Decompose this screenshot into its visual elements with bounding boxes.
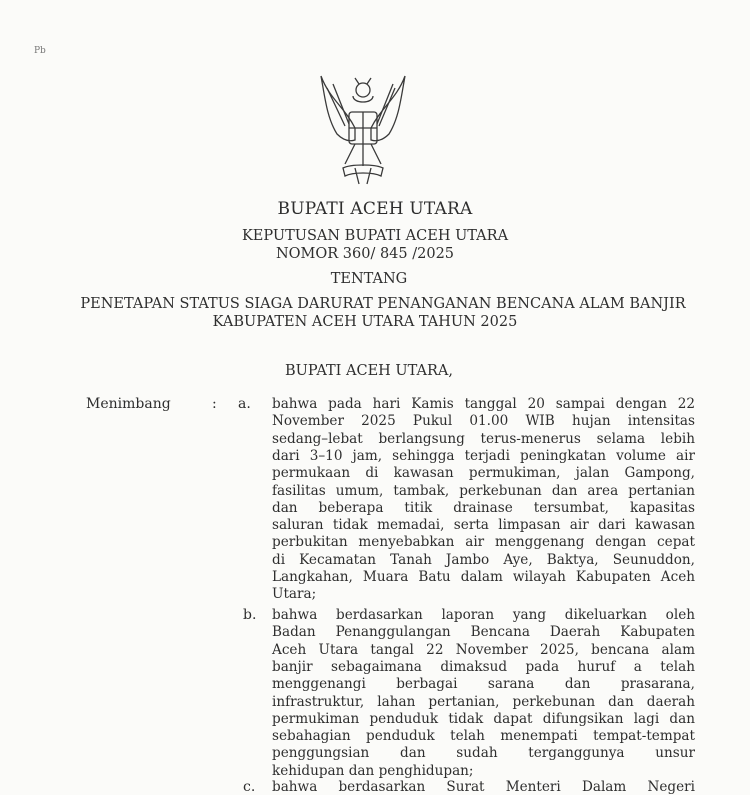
- item-text-line: November 2025 Pukul 01.00 WIB hujan intensitas: [272, 413, 695, 430]
- item-text-line: Utara;: [272, 586, 317, 603]
- item-text-line: bahwa berdasarkan Surat Menteri Dalam Negeri: [272, 779, 695, 795]
- item-text-line: Badan Penanggulangan Bencana Daerah Kabupaten: [272, 624, 695, 641]
- considering-label: Menimbang: [86, 396, 171, 412]
- item-text-line: perbukitan menyebabkan air menggenang dengan cepat: [272, 534, 695, 551]
- issuer-heading: BUPATI ACEH UTARA,: [285, 363, 453, 379]
- item-marker: a.: [238, 396, 251, 412]
- about-heading: TENTANG: [330, 271, 408, 287]
- subject-line-2: KABUPATEN ACEH UTARA TAHUN 2025: [212, 314, 518, 330]
- item-text-line: dari 3–10 jam, sehingga terjadi peningkatan volume air: [272, 447, 695, 464]
- decree-number: NOMOR 360/ 845 /2025: [275, 246, 455, 262]
- item-text-line: sebahagian penduduk telah menempati tempat-tempat: [272, 728, 695, 745]
- item-text-line: permukiman penduduk tidak dapat difungsikan lagi dan: [272, 710, 695, 727]
- corner-handwritten-mark: Pb: [34, 46, 46, 56]
- item-text-line: Langkahan, Muara Batu dalam wilayah Kabupaten Aceh: [272, 569, 695, 585]
- item-text-line: kehidupan dan penghidupan;: [272, 762, 474, 779]
- item-text-line: menggenangi berbagai sarana dan prasarana,: [272, 676, 695, 693]
- official-title: BUPATI ACEH UTARA: [277, 199, 473, 219]
- item-text-line: dan beberapa titik drainase tersumbat, kapasitas: [272, 499, 695, 516]
- decree-title: KEPUTUSAN BUPATI ACEH UTARA: [241, 228, 509, 244]
- item-text-line: di Kecamatan Tanah Jambo Aye, Baktya, Seunuddon,: [272, 551, 695, 568]
- item-text-line: Aceh Utara tangal 22 November 2025, bencana alam: [272, 641, 695, 658]
- considering-colon: :: [212, 396, 217, 412]
- item-marker: c.: [243, 779, 256, 795]
- item-text-line: penggungsian dan sudah terganggunya unsur: [272, 745, 695, 762]
- item-text-line: bahwa pada hari Kamis tanggal 20 sampai dengan 22: [272, 396, 695, 412]
- item-text-line: infrastruktur, lahan pertanian, perkebunan dan daerah: [272, 693, 695, 710]
- item-text-line: bahwa berdasarkan laporan yang dikeluarkan oleh: [272, 607, 695, 623]
- item-text-line: banjir sebagaimana dimaksud pada huruf a telah: [272, 658, 695, 675]
- garuda-emblem-icon: [315, 68, 411, 192]
- item-text-line: fasilitas umum, tambak, perkebunan dan area pertanian: [272, 482, 695, 499]
- item-text-line: saluran tidak memadai, serta limpasan air dari kawasan: [272, 517, 695, 534]
- subject-line-1: PENETAPAN STATUS SIAGA DARURAT PENANGANAN BENCANA ALAM BANJIR: [80, 296, 686, 312]
- item-text-line: permukaan di kawasan permukiman, jalan Gampong,: [272, 465, 695, 482]
- item-marker: b.: [243, 607, 257, 623]
- item-text-line: sedang–lebat berlangsung terus-menerus selama lebih: [272, 430, 695, 447]
